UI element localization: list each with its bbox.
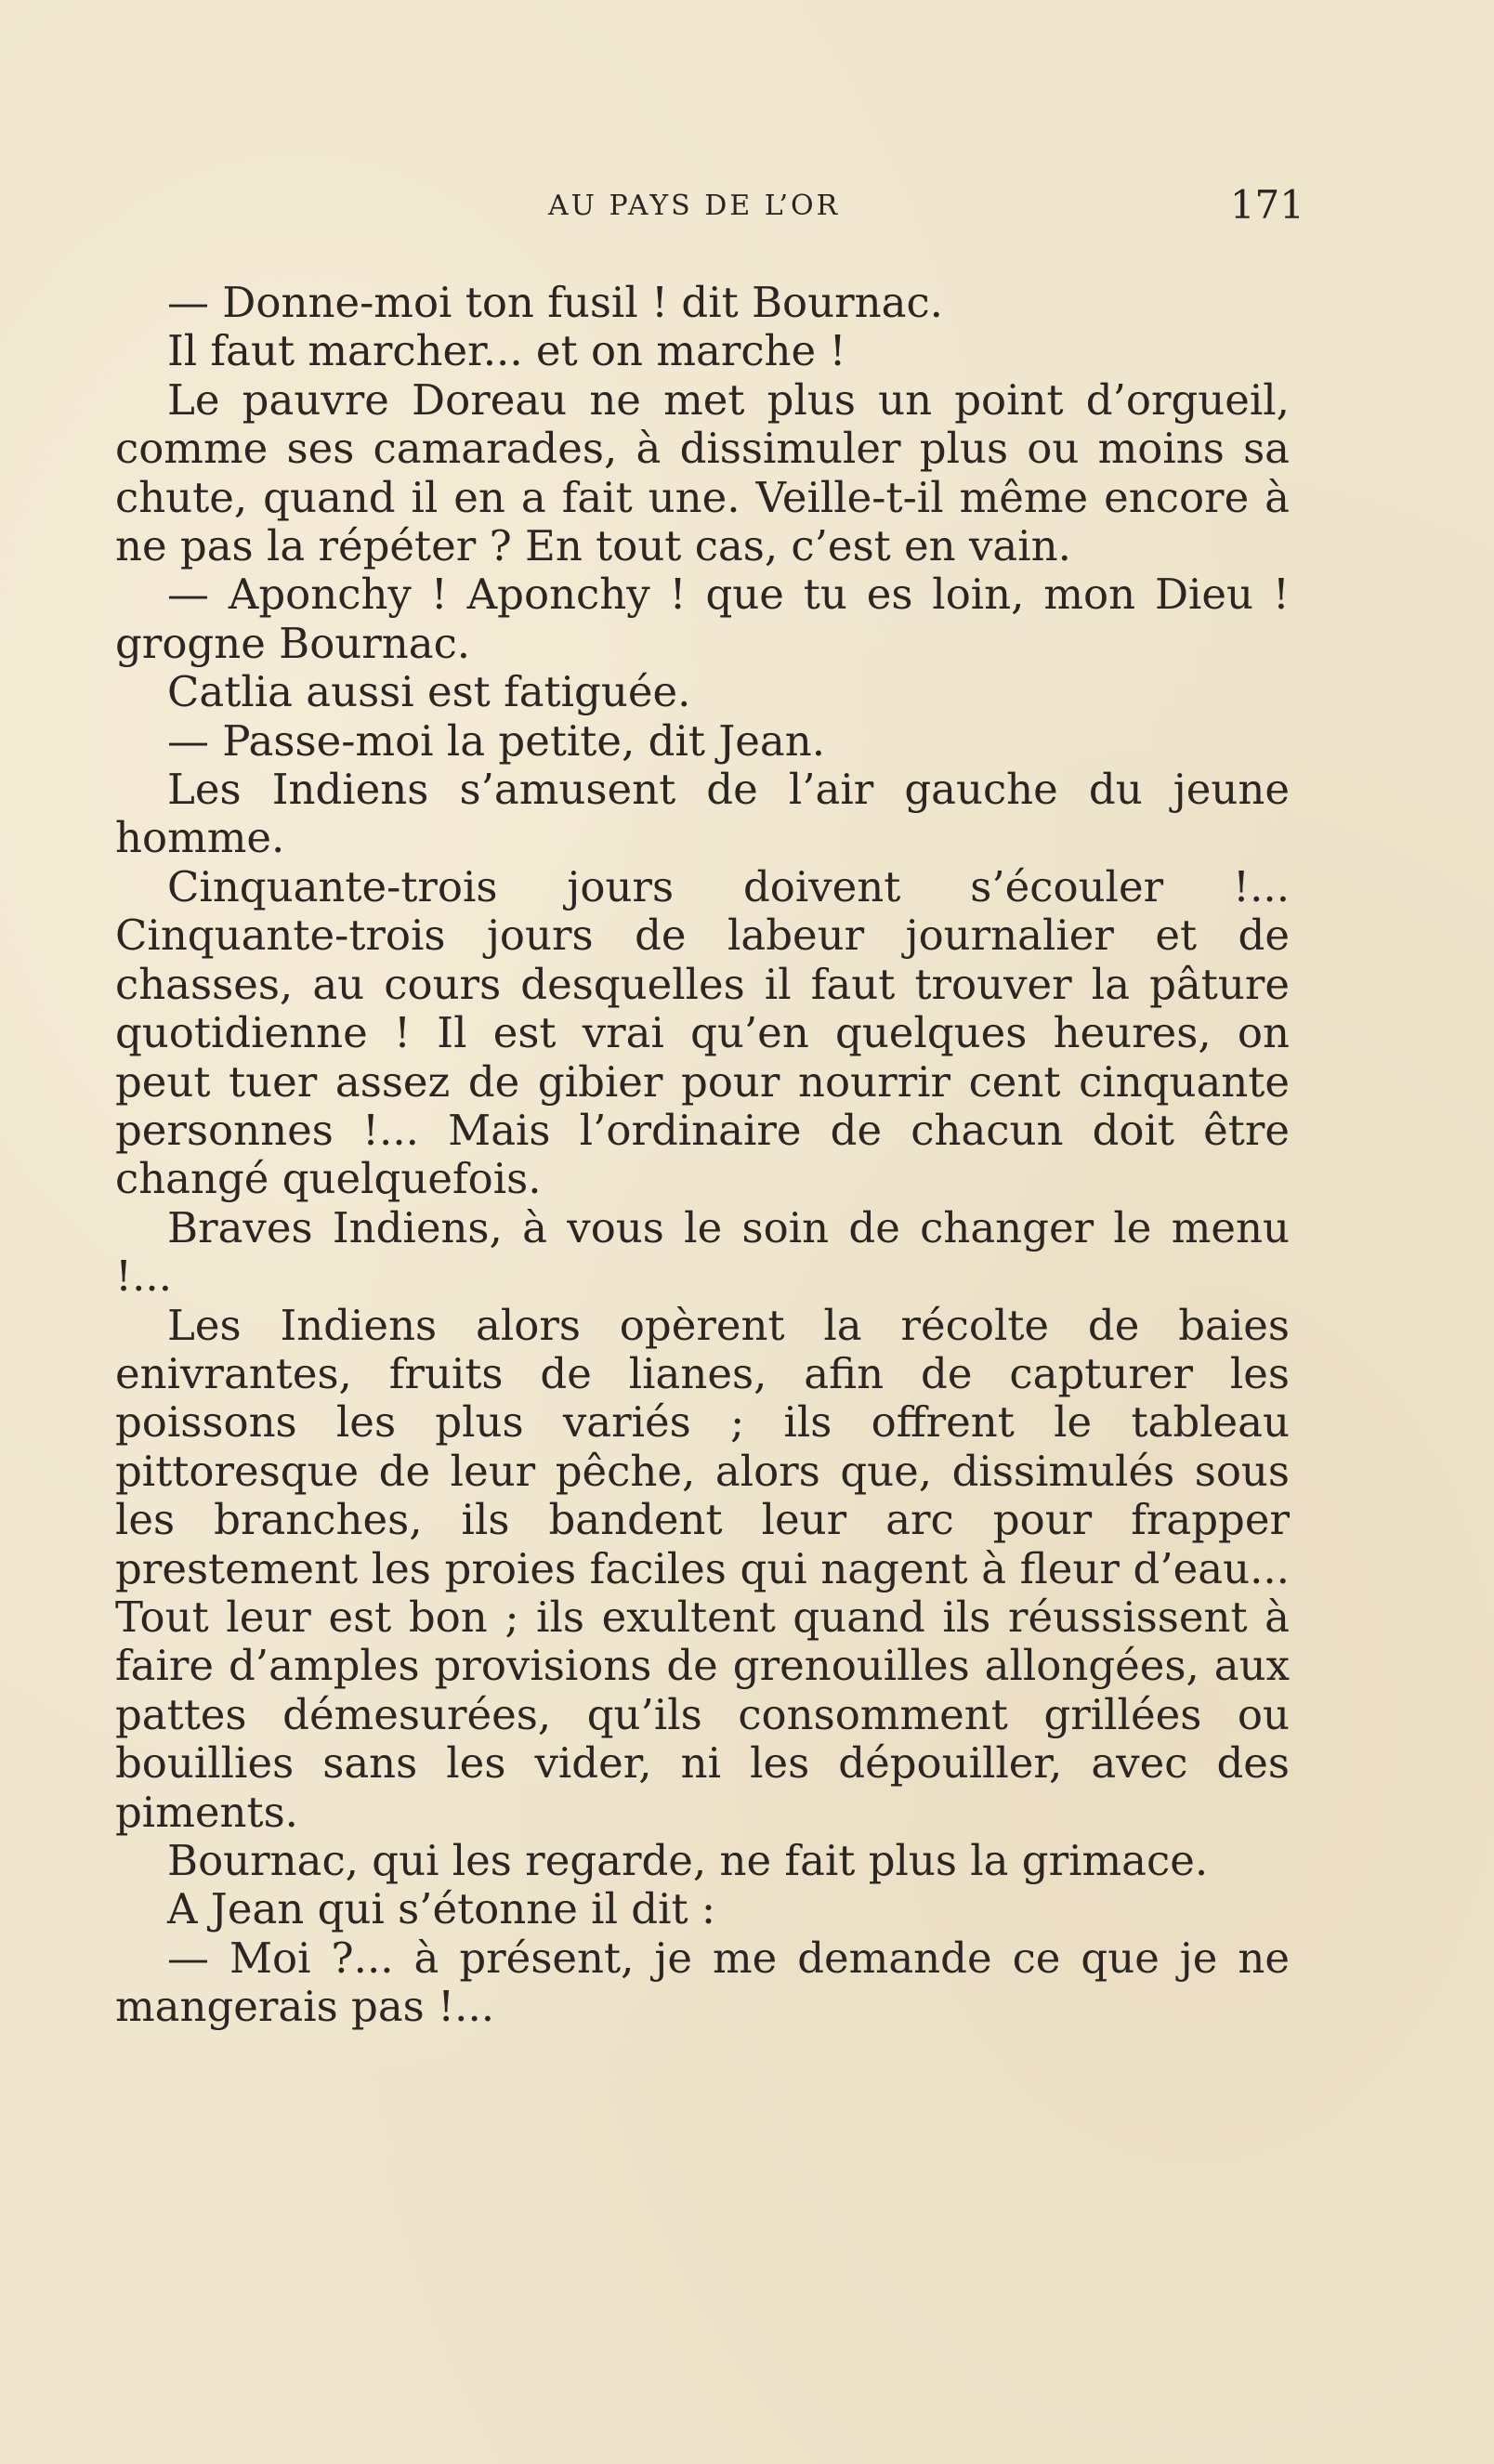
paragraph: Braves Indiens, à vous le soin de changer le menu !...	[115, 1202, 1290, 1302]
paragraph: Il faut marcher... et on marche !	[167, 326, 846, 376]
paragraph: Le pauvre Doreau ne met plus un point d’orgueil, comme ses camarades, à dissimuler plus ou moins sa chute, quand il en a fait une. Veille-t-il même encore à ne pas la répéter ? En tout cas, c’est en vain.	[115, 374, 1290, 571]
running-title: AU PAYS DE L’OR	[548, 190, 841, 222]
paragraph: Les Indiens alors opèrent la récolte de baies enivrantes, fruits de lianes, afin de capturer les poissons les plus variés ; ils offrent le tableau pittoresque de leur pêche, alors que, dissimulés sous les branches, ils bandent leur arc pour frapper prestement les proies faciles qui nagent à fleur d’eau... Tout leur est bon ; ils exultent quand ils réussissent à faire d’amples provisions de grenouilles allongées, aux pattes démesurées, qu’ils consomment grillées ou bouillies sans les vider, ni les dépouiller, avec des piments.	[115, 1300, 1290, 1837]
paragraph: — Passe-moi la petite, dit Jean.	[167, 715, 826, 766]
paragraph: A Jean qui s’étonne il dit :	[167, 1884, 716, 1934]
paragraph: Bournac, qui les regarde, ne fait plus la grimace.	[167, 1836, 1209, 1885]
page-header	[111, 182, 1304, 238]
paragraph: Cinquante-trois jours doivent s’écouler !... Cinquante-trois jours de labeur journalier et de chasses, au cours desquelles il faut trouver la pâture quotidienne ! Il est vrai qu’en quelques heures, on peut tuer assez de gibier pour nourrir cent cinquante personnes !... Mais l’ordinaire de chacun doit être changé quelquefois.	[115, 861, 1290, 1204]
paragraph: Les Indiens s’amusent de l’air gauche du jeune homme.	[115, 765, 1290, 863]
body-text	[115, 279, 1290, 2032]
paragraph: — Aponchy ! Aponchy ! que tu es loin, mon Dieu ! grogne Bournac.	[115, 570, 1290, 668]
paragraph: — Moi ?... à présent, je me demande ce que je ne mangerais pas !...	[115, 1933, 1290, 2032]
paragraph: — Donne-moi ton fusil ! dit Bournac.	[167, 278, 943, 327]
page-number: 171	[1229, 182, 1304, 228]
paragraph: Catlia aussi est fatiguée.	[167, 667, 691, 717]
